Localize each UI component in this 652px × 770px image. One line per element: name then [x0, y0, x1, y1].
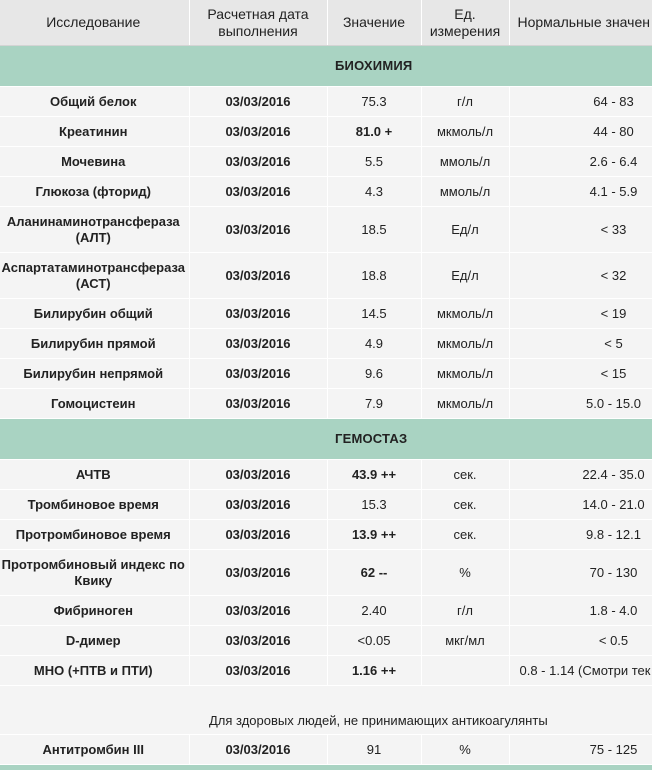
table-row	[0, 626, 652, 656]
table-row	[0, 299, 652, 329]
test-name: Протромбиновое время	[0, 520, 189, 550]
test-date: 03/03/2016	[189, 520, 327, 550]
test-norm: 70 - 130	[509, 550, 652, 596]
test-name: Билирубин общий	[0, 299, 189, 329]
table-row	[0, 87, 652, 117]
test-norm: 64 - 83	[509, 87, 652, 117]
test-name: Аланинаминотрансфераза (АЛТ)	[0, 207, 189, 253]
test-unit: Ед/л	[421, 253, 509, 299]
test-norm: 1.8 - 4.0	[509, 596, 652, 626]
section-title: ГЕМОСТАЗ	[0, 419, 652, 460]
test-norm: < 5	[509, 329, 652, 359]
section-header-biochemistry	[0, 46, 652, 87]
test-name: Гомоцистеин	[0, 389, 189, 419]
table-row	[0, 253, 652, 299]
test-value: 4.3	[327, 177, 421, 207]
section-title: БИОХИМИЯ	[0, 46, 652, 87]
table-row	[0, 329, 652, 359]
table-row	[0, 596, 652, 626]
test-value: 91	[327, 735, 421, 765]
test-date: 03/03/2016	[189, 329, 327, 359]
test-unit: %	[421, 550, 509, 596]
test-date: 03/03/2016	[189, 626, 327, 656]
table-row	[0, 147, 652, 177]
header-unit: Ед. измерения	[421, 0, 509, 46]
test-date: 03/03/2016	[189, 550, 327, 596]
test-norm: 75 - 125	[509, 735, 652, 765]
test-unit: г/л	[421, 87, 509, 117]
test-name: Билирубин непрямой	[0, 359, 189, 389]
test-date: 03/03/2016	[189, 596, 327, 626]
test-value: 15.3	[327, 490, 421, 520]
test-date: 03/03/2016	[189, 656, 327, 686]
note-row	[0, 686, 652, 735]
test-date: 03/03/2016	[189, 460, 327, 490]
test-unit: ммоль/л	[421, 147, 509, 177]
test-unit: мкмоль/л	[421, 117, 509, 147]
test-name: Антитромбин III	[0, 735, 189, 765]
test-norm: 2.6 - 6.4	[509, 147, 652, 177]
test-value: <0.05	[327, 626, 421, 656]
test-value: 9.6	[327, 359, 421, 389]
test-unit: мкг/мл	[421, 626, 509, 656]
section-header-hemostasis	[0, 419, 652, 460]
header-value: Значение	[327, 0, 421, 46]
test-name: Креатинин	[0, 117, 189, 147]
test-value: 2.40	[327, 596, 421, 626]
test-value: 5.5	[327, 147, 421, 177]
test-norm: < 15	[509, 359, 652, 389]
test-date: 03/03/2016	[189, 117, 327, 147]
test-unit: сек.	[421, 460, 509, 490]
test-value: 75.3	[327, 87, 421, 117]
test-value: 18.8	[327, 253, 421, 299]
test-value: 13.9 ++	[327, 520, 421, 550]
test-name: Билирубин прямой	[0, 329, 189, 359]
table-header-row	[0, 0, 652, 46]
header-date: Расчетная дата выполнения	[189, 0, 327, 46]
test-norm: < 33	[509, 207, 652, 253]
test-unit: ммоль/л	[421, 177, 509, 207]
table-row	[0, 359, 652, 389]
test-value: 18.5	[327, 207, 421, 253]
test-norm: < 32	[509, 253, 652, 299]
table-row	[0, 389, 652, 419]
header-test: Исследование	[0, 0, 189, 46]
test-unit	[421, 656, 509, 686]
test-name: МНО (+ПТВ и ПТИ)	[0, 656, 189, 686]
table-row	[0, 177, 652, 207]
test-norm: 0.8 - 1.14 (Смотри тек	[509, 656, 652, 686]
test-date: 03/03/2016	[189, 253, 327, 299]
test-date: 03/03/2016	[189, 490, 327, 520]
test-date: 03/03/2016	[189, 177, 327, 207]
test-date: 03/03/2016	[189, 735, 327, 765]
test-unit: мкмоль/л	[421, 329, 509, 359]
table-row	[0, 656, 652, 686]
test-value: 43.9 ++	[327, 460, 421, 490]
test-name: Мочевина	[0, 147, 189, 177]
test-norm: 5.0 - 15.0	[509, 389, 652, 419]
reference-note: Для здоровых людей, не принимающих антикоагулянты	[0, 686, 652, 735]
test-name: Протромбиновый индекс по Квику	[0, 550, 189, 596]
test-date: 03/03/2016	[189, 147, 327, 177]
test-date: 03/03/2016	[189, 389, 327, 419]
table-row	[0, 490, 652, 520]
test-norm: 22.4 - 35.0	[509, 460, 652, 490]
table-row	[0, 520, 652, 550]
test-value: 81.0 +	[327, 117, 421, 147]
test-unit: %	[421, 735, 509, 765]
test-name: Тромбиновое время	[0, 490, 189, 520]
test-unit: сек.	[421, 520, 509, 550]
test-value: 1.16 ++	[327, 656, 421, 686]
table-row	[0, 207, 652, 253]
test-unit: Ед/л	[421, 207, 509, 253]
test-norm: < 0.5	[509, 626, 652, 656]
test-norm: < 19	[509, 299, 652, 329]
table-row	[0, 117, 652, 147]
test-name: АЧТВ	[0, 460, 189, 490]
test-unit: мкмоль/л	[421, 359, 509, 389]
test-name: Общий белок	[0, 87, 189, 117]
test-name: Фибриноген	[0, 596, 189, 626]
test-norm: 4.1 - 5.9	[509, 177, 652, 207]
test-unit: мкмоль/л	[421, 389, 509, 419]
test-value: 62 --	[327, 550, 421, 596]
header-norm: Нормальные значен	[509, 0, 652, 46]
test-value: 7.9	[327, 389, 421, 419]
test-name: Аспартатаминотрансфераза (АСТ)	[0, 253, 189, 299]
test-unit: г/л	[421, 596, 509, 626]
table-row	[0, 550, 652, 596]
next-section-edge	[0, 765, 652, 770]
test-date: 03/03/2016	[189, 299, 327, 329]
test-date: 03/03/2016	[189, 359, 327, 389]
test-value: 14.5	[327, 299, 421, 329]
table-row	[0, 735, 652, 765]
test-value: 4.9	[327, 329, 421, 359]
test-norm: 14.0 - 21.0	[509, 490, 652, 520]
test-norm: 9.8 - 12.1	[509, 520, 652, 550]
test-unit: сек.	[421, 490, 509, 520]
test-date: 03/03/2016	[189, 87, 327, 117]
table-row	[0, 460, 652, 490]
test-name: Глюкоза (фторид)	[0, 177, 189, 207]
test-unit: мкмоль/л	[421, 299, 509, 329]
test-date: 03/03/2016	[189, 207, 327, 253]
test-name: D-димер	[0, 626, 189, 656]
test-norm: 44 - 80	[509, 117, 652, 147]
